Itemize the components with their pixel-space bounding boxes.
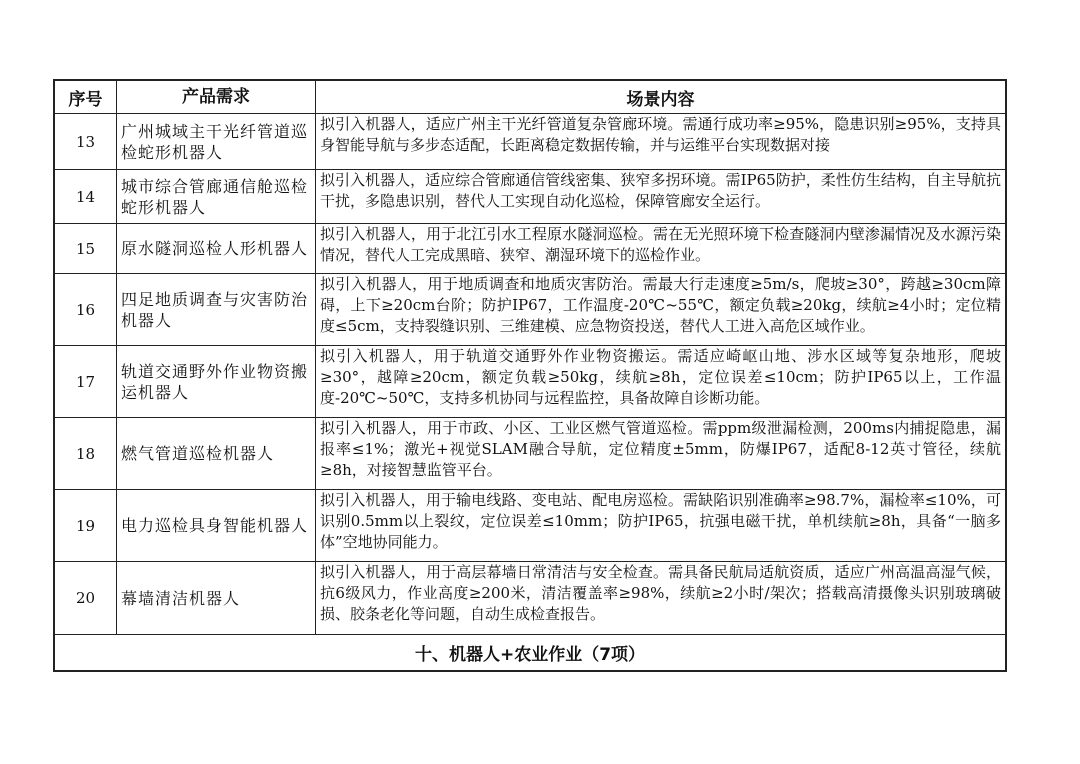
row-no: 14	[54, 170, 117, 224]
row-no: 16	[54, 274, 117, 346]
header-row	[54, 80, 1006, 114]
header-product: 产品需求	[117, 80, 316, 114]
scene-text: 拟引入机器人，用于北江引水工程原水隧洞巡检。需在无光照环境下检查隧洞内壁渗漏情况及水源污染情况，替代人工完成黑暗、狭窄、潮湿环境下的巡检作业。	[320, 225, 1001, 264]
row-no: 18	[54, 418, 117, 490]
scene-text: 拟引入机器人，用于高层幕墙日常清洁与安全检查。需具备民航局适航资质，适应广州高温高湿气候，抗6级风力，作业高度≥200米，清洁覆盖率≥98%，续航≥2小时/架次；搭载高清摄像头识别玻璃破损、胶条老化等问题，自动生成检查报告。	[320, 563, 1001, 623]
table-row	[54, 418, 1006, 490]
row-scene	[316, 346, 1007, 418]
row-product	[117, 562, 316, 635]
row-scene	[316, 224, 1007, 274]
row-scene	[316, 274, 1007, 346]
header-scene: 场景内容	[316, 80, 1007, 114]
row-scene	[316, 562, 1007, 635]
row-product	[117, 490, 316, 562]
row-scene	[316, 490, 1007, 562]
scene-text: 拟引入机器人，用于轨道交通野外作业物资搬运。需适应崎岖山地、涉水区域等复杂地形，爬坡≥30°，越障≥20cm，额定负载≥50kg，续航≥8h，定位误差≤10cm；防护IP65以上，工作温度-20℃~50℃，支持多机协同与远程监控，具备故障自诊断功能。	[320, 347, 1001, 407]
product-text: 燃气管道巡检机器人	[121, 444, 275, 463]
product-text: 轨道交通野外作业物资搬运机器人	[121, 361, 309, 402]
table-row	[54, 562, 1006, 635]
row-scene	[316, 114, 1007, 170]
row-no: 19	[54, 490, 117, 562]
scene-text: 拟引入机器人，用于输电线路、变电站、配电房巡检。需缺陷识别准确率≥98.7%，漏检率≤10%，可识别0.5mm以上裂纹，定位误差≤10mm；防护IP65，抗强电磁干扰，单机续航≥8h，具备“一脑多体”空地协同能力。	[320, 491, 1001, 551]
scene-text: 拟引入机器人，适应广州主干光纤管道复杂管廊环境。需通行成功率≥95%，隐患识别≥95%，支持具身智能导航与多步态适配，长距离稳定数据传输，并与运维平台实现数据对接	[320, 115, 1001, 154]
table-row	[54, 490, 1006, 562]
row-product	[117, 418, 316, 490]
product-text: 电力巡检具身智能机器人	[121, 516, 309, 535]
scene-text: 拟引入机器人，适应综合管廊通信管线密集、狭窄多拐环境。需IP65防护，柔性仿生结构，自主导航抗干扰，多隐患识别，替代人工实现自动化巡检，保障管廊安全运行。	[320, 171, 1001, 210]
row-product	[117, 274, 316, 346]
row-product	[117, 224, 316, 274]
row-no: 20	[54, 562, 117, 635]
scene-text: 拟引入机器人，用于市政、小区、工业区燃气管道巡检。需ppm级泄漏检测，200ms内捕捉隐患，漏报率≤1%；激光+视觉SLAM融合导航，定位精度±5mm，防爆IP67，适配8-12英寸管径，续航≥8h，对接智慧监管平台。	[320, 419, 1001, 479]
section-title: 十、机器人+农业作业（7项）	[54, 635, 1006, 672]
row-product	[117, 346, 316, 418]
product-text: 广州城域主干光纤管道巡检蛇形机器人	[121, 121, 309, 162]
header-no: 序号	[54, 80, 117, 114]
section-row	[54, 635, 1006, 672]
row-no: 17	[54, 346, 117, 418]
product-text: 城市综合管廊通信舱巡检蛇形机器人	[121, 176, 309, 217]
row-product	[117, 114, 316, 170]
row-product	[117, 170, 316, 224]
requirements-table	[53, 79, 1007, 672]
table-row	[54, 170, 1006, 224]
scene-text: 拟引入机器人，用于地质调查和地质灾害防治。需最大行走速度≥5m/s，爬坡≥30°，跨越≥30cm障碍，上下≥20cm台阶；防护IP67，工作温度-20℃~55℃，额定负载≥20kg，续航≥4小时；定位精度≤5cm，支持裂缝识别、三维建模、应急物资投送，替代人工进入高危区域作业。	[320, 275, 1001, 335]
product-text: 幕墙清洁机器人	[121, 588, 241, 608]
row-scene	[316, 170, 1007, 224]
product-text: 四足地质调查与灾害防治机器人	[121, 289, 309, 330]
table-row	[54, 114, 1006, 170]
table-row	[54, 224, 1006, 274]
table-row	[54, 274, 1006, 346]
row-no: 15	[54, 224, 117, 274]
row-no: 13	[54, 114, 117, 170]
product-text: 原水隧洞巡检人形机器人	[121, 239, 309, 258]
table-row	[54, 346, 1006, 418]
row-scene	[316, 418, 1007, 490]
